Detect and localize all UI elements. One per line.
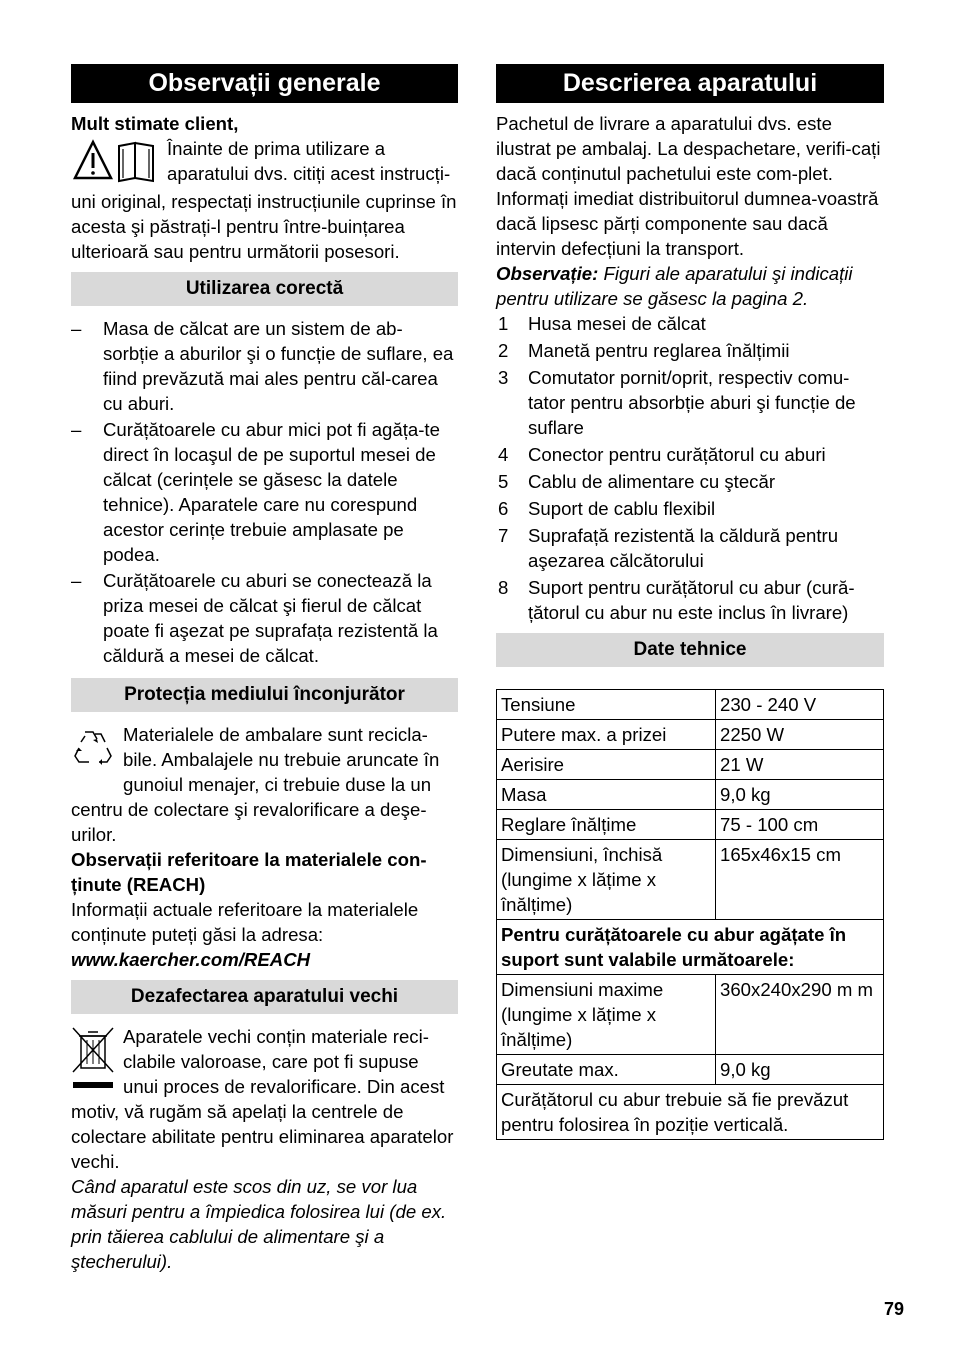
heading-device-description: Descrierea aparatului bbox=[496, 64, 884, 103]
greeting: Mult stimate client, bbox=[71, 113, 239, 134]
list-item: 6 Suport de cablu flexibil bbox=[498, 498, 716, 519]
heading-general-notes: Observații generale bbox=[71, 64, 458, 103]
table-row: Tensiune 230 - 240 V bbox=[497, 690, 884, 720]
tech-table bbox=[496, 689, 884, 1140]
warning-manual-icon bbox=[71, 138, 159, 189]
note-text: Figuri ale aparatului şi indicații pentru utilizare se găsesc la pagina 2. bbox=[496, 263, 853, 309]
list-item: 1 Husa mesei de călcat bbox=[498, 313, 706, 334]
reach-title: Observații referitoare la materialele con-ținute (REACH) bbox=[71, 849, 427, 895]
subheading-correct-use: Utilizarea corectă bbox=[71, 272, 458, 306]
table-row: Curățătorul cu abur trebuie să fie prevăzut pentru folosirea în poziție verticală. bbox=[497, 1085, 884, 1140]
list-item: 3 Comutator pornit/oprit, respectiv comu-tator pentru absorbție aburi şi funcție de suflare bbox=[498, 367, 856, 438]
table-row: Aerisire 21 W bbox=[497, 750, 884, 780]
list-item: 5 Cablu de alimentare cu ştecăr bbox=[498, 471, 776, 492]
note-label: Observație: bbox=[496, 263, 599, 284]
list-item: 8 Suport pentru curățătorul cu abur (cură-țătorul cu abur nu este inclus în livrare) bbox=[498, 577, 855, 623]
table-row: Greutate max. 9,0 kg bbox=[497, 1055, 884, 1085]
table-row: Putere max. a prizei 2250 W bbox=[497, 720, 884, 750]
recycle-icon bbox=[71, 726, 115, 775]
environment-block bbox=[71, 722, 458, 972]
list-item: – Masa de călcat are un sistem de ab-sorbție a aburilor şi o funcție de suflare, ea fiind prevăzută mai ales pentru căl-carea cu aburi. bbox=[71, 318, 454, 414]
disposal-text: Aparatele vechi conțin materiale reci-clabile valoroase, care pot fi supuse unui proces de revalorificare. Din acest motiv, vă rugăm să apelați la centrele de colectare abilitate pentru eliminarea aparatelor vechi. bbox=[71, 1026, 454, 1172]
table-row: Dimensiuni, închisă (lungime x lățime x înălțime) 165x46x15 cm bbox=[497, 840, 884, 920]
list-item: 4 Conector pentru curățătorul cu aburi bbox=[498, 444, 826, 465]
subheading-tech-data: Date tehnice bbox=[496, 633, 884, 667]
list-item: – Curățătoarele cu abur mici pot fi agăța-te direct în locaşul de pe suportul mesei de călcat (cerințele se găsesc la datele tehnice). Aparatele care nu corespund acestor cerințe trebuie amplasate pe podea. bbox=[71, 419, 440, 565]
distributor-text: Informați imediat distribuitorul dumnea-voastră dacă lipsesc părți componente sau dacă intervin defecțiuni la transport. bbox=[496, 188, 879, 259]
reach-text: Informații actuale referitoare la materialele conținute puteți găsi la adresa: bbox=[71, 899, 419, 945]
subheading-environment: Protecția mediului înconjurător bbox=[71, 678, 458, 712]
list-item: 2 Manetă pentru reglarea înălțimii bbox=[498, 340, 790, 361]
intro-first: Înainte de prima utilizare a aparatului dvs. citiți acest instrucți- bbox=[167, 138, 451, 184]
note bbox=[496, 261, 884, 311]
reach-link[interactable]: www.kaercher.com/REACH bbox=[71, 949, 311, 970]
table-row: Masa 9,0 kg bbox=[497, 780, 884, 810]
intro-rest: uni original, respectați instrucțiunile cuprinse în acesta şi păstrați-l pentru între-buințarea ulterioară sau pentru următorii posesori. bbox=[71, 191, 457, 262]
list-item: – Curățătoarele cu aburi se conectează la priza mesei de călcat şi fierul de călcat poate fi aşezat pe suprafața rezistentă la căldură a mesei de călcat. bbox=[71, 570, 438, 666]
table-row: Pentru curățătoarele cu abur agățate în suport sunt valabile următoarele: bbox=[497, 920, 884, 975]
list-item: 7 Suprafață rezistentă la căldură pentru aşezarea călcătorului bbox=[498, 525, 839, 571]
environment-text: Materialele de ambalare sunt recicla-bile. Ambalajele nu trebuie aruncate în gunoiul menajer, ci trebuie duse la un centru de colectare şi revalorificare a deşe-urilor. bbox=[71, 724, 440, 845]
table-row: Reglare înălțime 75 - 100 cm bbox=[497, 810, 884, 840]
table-row: Dimensiuni maxime (lungime x lățime x înălțime) 360x240x290 m m bbox=[497, 975, 884, 1055]
subheading-disposal: Dezafectarea aparatului vechi bbox=[71, 980, 458, 1014]
delivery-text: Pachetul de livrare a aparatului dvs. este ilustrat pe ambalaj. La despachetare, verifi-cați dacă conținutul pachetului este com-plet. bbox=[496, 113, 881, 184]
parts-list bbox=[496, 311, 884, 625]
right-column bbox=[496, 64, 884, 1140]
disposal-block bbox=[71, 1024, 458, 1274]
crossed-bin-icon bbox=[71, 1026, 115, 1095]
intro-block bbox=[71, 136, 458, 264]
disposal-note: Când aparatul este scos din uz, se vor lua măsuri pentru a împiedica folosirea lui (de ex. prin tăierea cablului de alimentare şi a ştecherului). bbox=[71, 1176, 447, 1272]
left-column bbox=[71, 64, 458, 1274]
correct-use-list bbox=[71, 316, 458, 668]
page-number: 79 bbox=[884, 1299, 905, 1319]
